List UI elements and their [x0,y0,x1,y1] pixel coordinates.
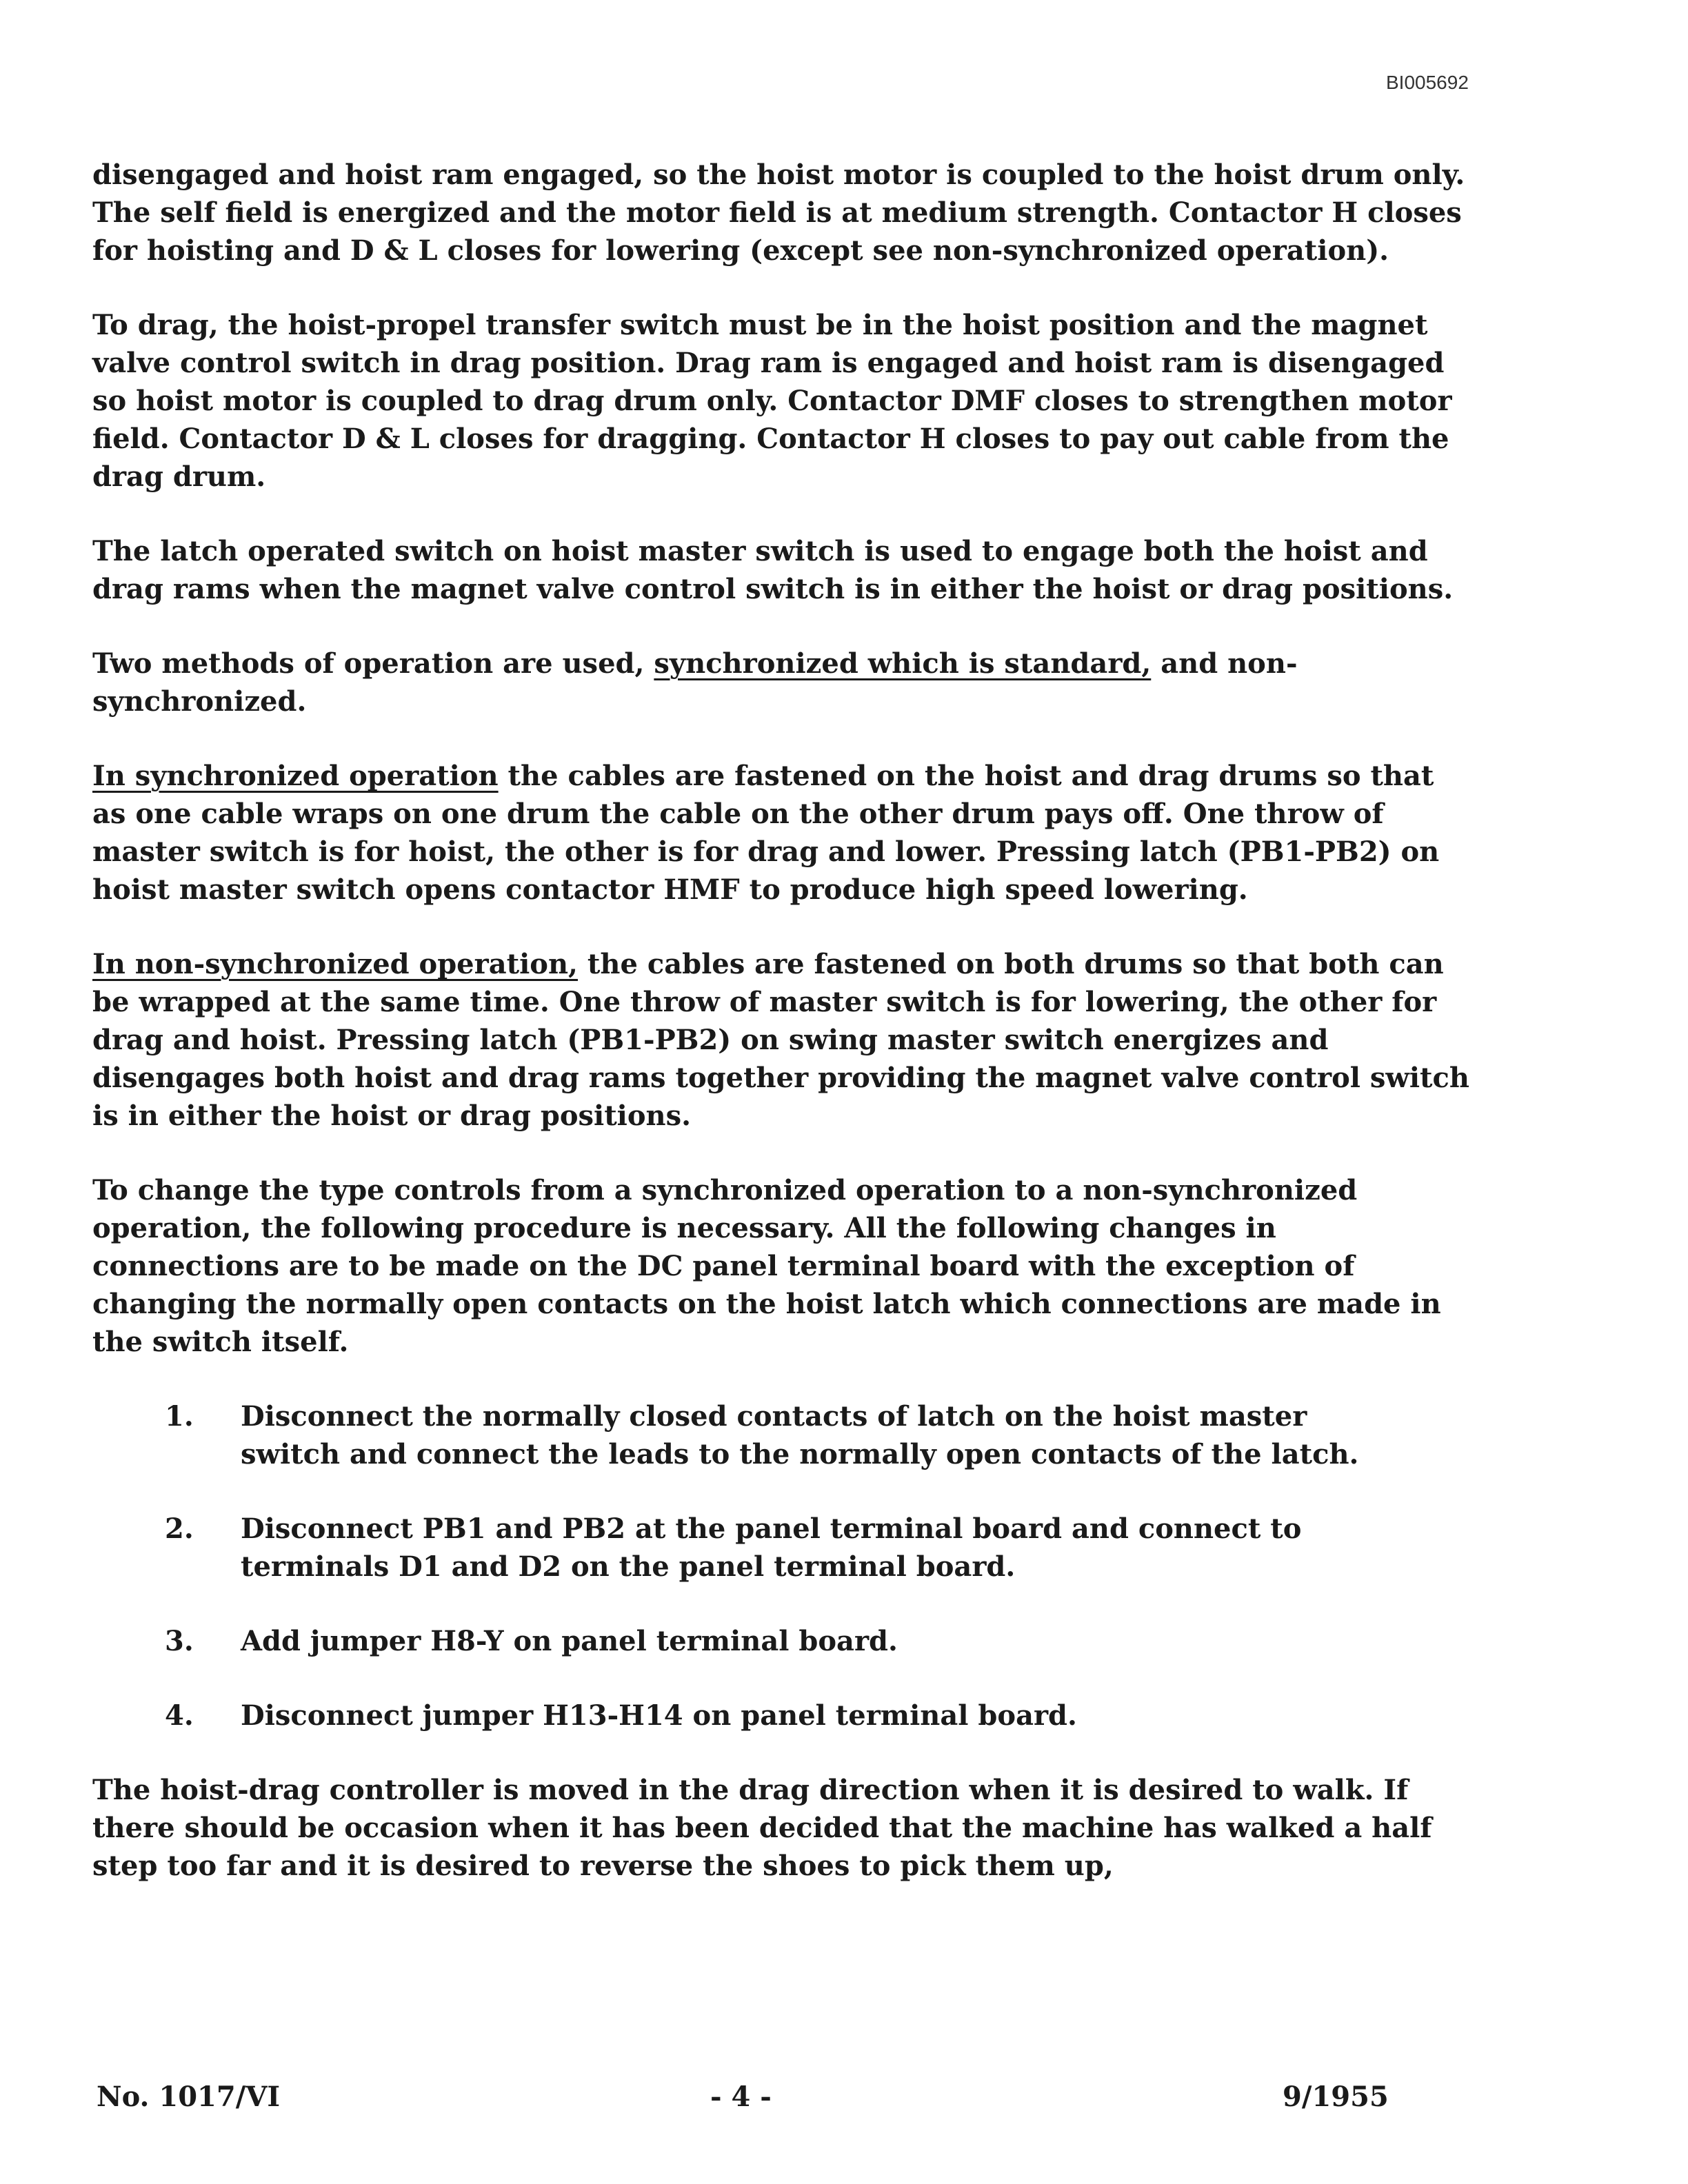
footer-page-number: - 4 - [710,2081,772,2113]
list-item [92,1697,1471,1735]
methods-intro: Two methods of operation are used, [92,647,654,680]
step-text: Disconnect PB1 and PB2 at the panel terminal board and connect to terminals D1 and D2 on the panel terminal board. [241,1513,1302,1583]
step-number: 2. [165,1513,194,1545]
list-item [92,1510,1471,1586]
paragraph-drag: To drag, the hoist-propel transfer switch must be in the hoist position and the magnet valve control switch in drag position. Drag ram is engaged and hoist ram is disengaged so hoist motor is coupled to drag drum only. Contactor DMF closes to strengthen motor field. Contactor D & L closes for dragging. Contactor H closes to pay out cable from the drag drum. [92,309,1452,493]
step-text: Disconnect jumper H13-H14 on panel terminal board. [241,1699,1077,1732]
step-number: 1. [165,1400,194,1433]
step-text: Disconnect the normally closed contacts of latch on the hoist master switch and connect the leads to the normally open contacts of the latch. [241,1400,1359,1470]
step-number: 3. [165,1625,194,1657]
paragraph-hoist-drum: disengaged and hoist ram engaged, so the hoist motor is coupled to the hoist drum only. The self field is energized and the motor field is at medium strength. Contactor H closes for hoisting and D & L closes for lowering (except see non-synchronized operation). [92,159,1465,267]
procedure-steps [92,1397,1471,1735]
methods-end: and non-synchronized. [92,647,1298,718]
non-synchronized-text: the cables are fastened on both drums so that both can be wrapped at the same time. One throw of master switch is for lowering, the other for drag and hoist. Pressing latch (PB1-PB2) on swing master switch energizes and disengages both hoist and drag rams together providing the magnet valve control switch is in either the hoist or drag positions. [92,948,1469,1132]
step-number: 4. [165,1699,194,1732]
methods-standard-underlined: synchronized which is standard, [654,647,1152,680]
paragraph-walk: The hoist-drag controller is moved in the drag direction when it is desired to walk. If there should be occasion when it has been decided that the machine has walked a half step too far and it is desired to reverse the shoes to pick them up, [92,1774,1432,1882]
paragraph-methods [92,645,1471,720]
synchronized-text: the cables are fastened on the hoist and drag drums so that as one cable wraps on one drum the cable on the other drum pays off. One throw of master switch is for hoist, the other is for drag and lower. Pressing latch (PB1-PB2) on hoist master switch opens contactor HMF to produce high speed lowering. [92,760,1440,906]
list-item [92,1622,1471,1660]
list-item [92,1397,1471,1473]
paragraph-non-synchronized [92,945,1471,1135]
document-id: BI005692 [1386,72,1469,93]
page-body [92,156,1471,1921]
footer-date: 9/1955 [1283,2081,1389,2113]
paragraph-synchronized [92,757,1471,909]
non-synchronized-heading: In non-synchronized operation, [92,948,578,980]
synchronized-heading: In synchronized operation [92,760,499,792]
footer-doc-number: No. 1017/VI [97,2081,281,2113]
paragraph-latch-switch: The latch operated switch on hoist master switch is used to engage both the hoist and drag rams when the magnet valve control switch is in either the hoist or drag positions. [92,535,1454,605]
paragraph-change-procedure: To change the type controls from a synchronized operation to a non-synchronized operation, the following procedure is necessary. All the following changes in connections are to be made on the DC panel terminal board with the exception of changing the normally open contacts on the hoist latch which connections are made in the switch itself. [92,1174,1441,1358]
step-text: Add jumper H8-Y on panel terminal board. [241,1625,898,1657]
